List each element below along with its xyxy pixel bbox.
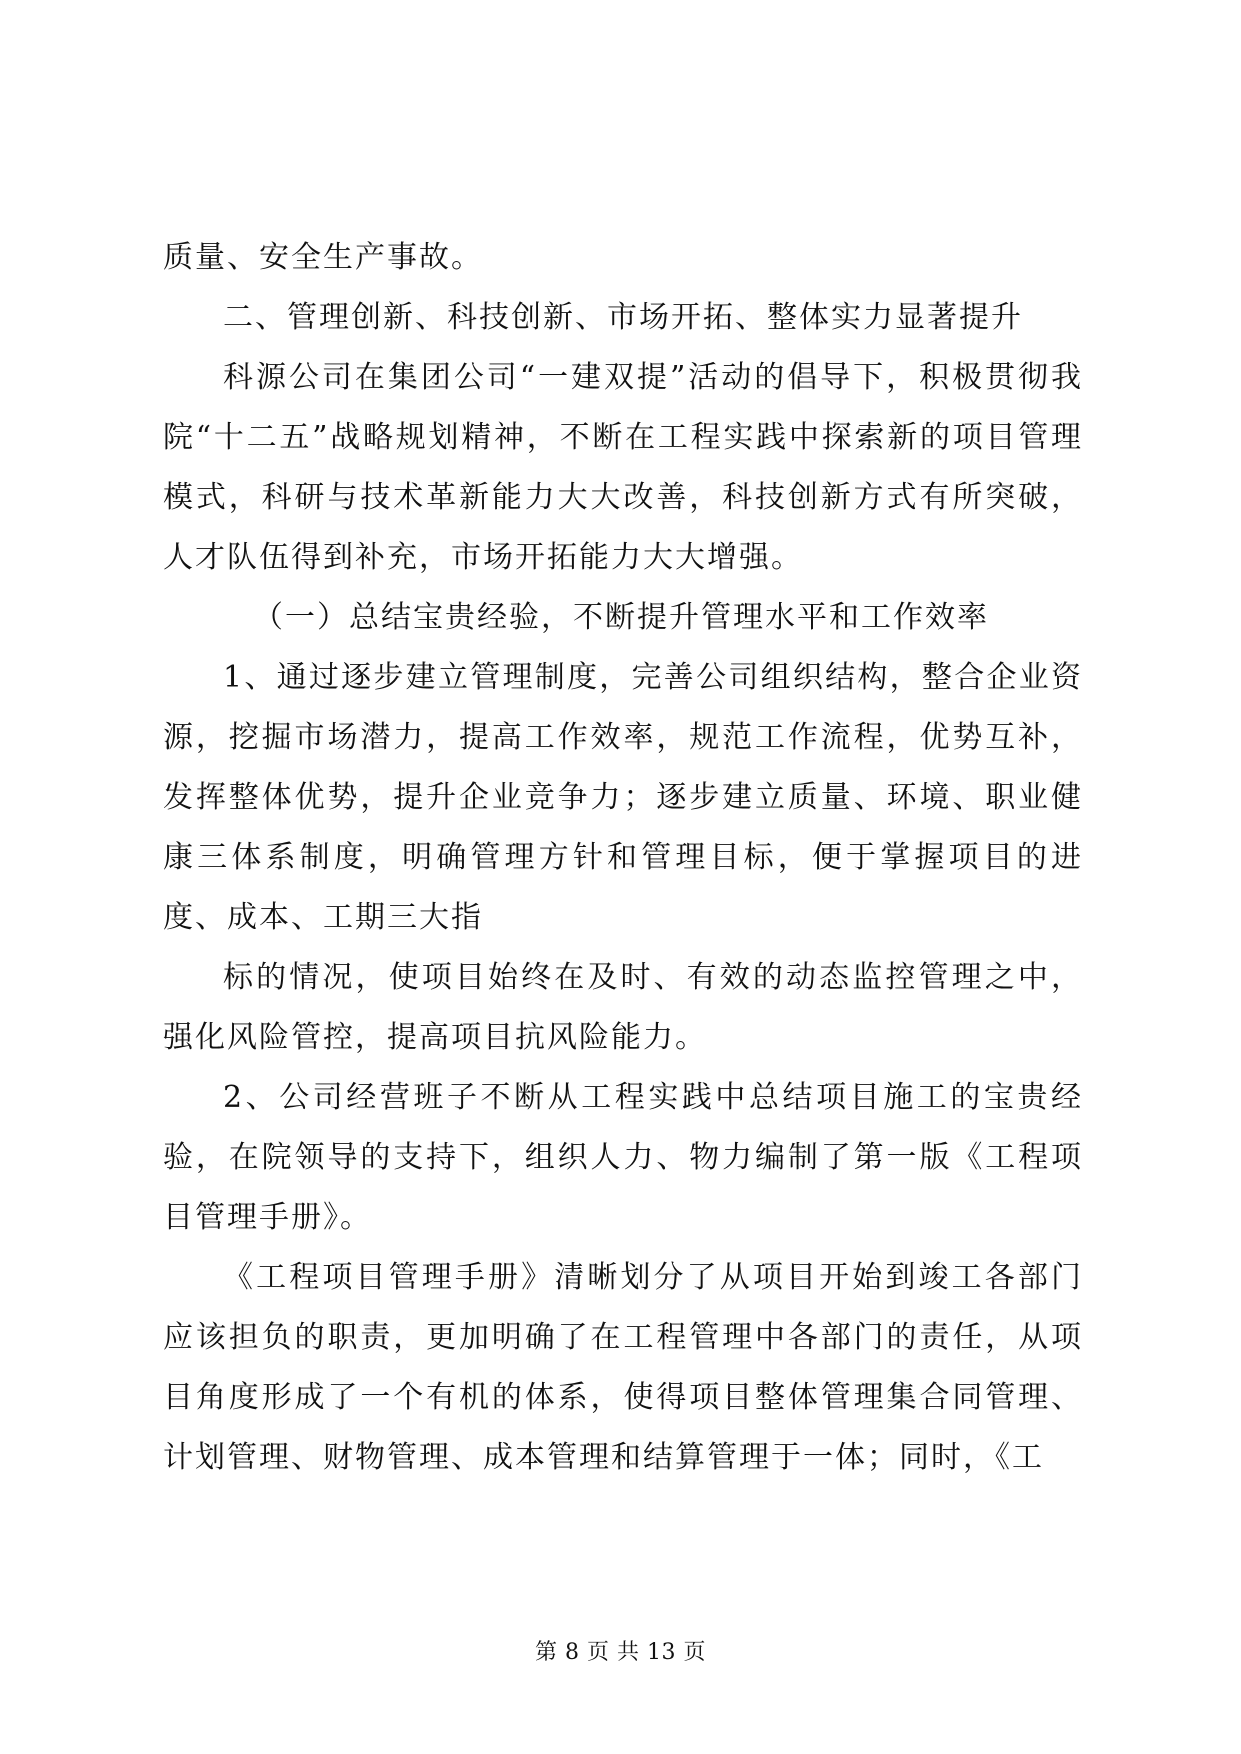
page-number-footer: 第 8 页 共 13 页 (535, 1640, 706, 1665)
paragraph-item-1: 1、通过逐步建立管理制度，完善公司组织结构，整合企业资源，挖掘市场潜力，提高工作效率，规范工作流程，优势互补，发挥整体优势，提升企业竞争力；逐步建立质量、环境、职业健康三体系制度，明确管理方针和管理目标，便于掌握项目的进度、成本、工期三大指 (163, 660, 1083, 935)
subsection-heading-one: （一）总结宝贵经验，不断提升管理水平和工作效率 (253, 600, 989, 635)
paragraph-item-1-continued: 标的情况，使项目始终在及时、有效的动态监控管理之中，强化风险管控，提高项目抗风险能力。 (163, 960, 1083, 1055)
paragraph-intro: 科源公司在集团公司“一建双提”活动的倡导下，积极贯彻我院“十二五”战略规划精神，不断在工程实践中探索新的项目管理模式，科研与技术革新能力大大改善，科技创新方式有所突破，人才队伍得到补充，市场开拓能力大大增强。 (163, 360, 1083, 575)
paragraph-manual: 《工程项目管理手册》清晰划分了从项目开始到竣工各部门应该担负的职责，更加明确了在工程管理中各部门的责任，从项目角度形成了一个有机的体系，使得项目整体管理集合同管理、计划管理、财物管理、成本管理和结算管理于一体；同时，《工 (163, 1260, 1083, 1475)
document-body (163, 228, 1083, 1488)
section-heading-two: 二、管理创新、科技创新、市场开拓、整体实力显著提升 (223, 300, 1023, 335)
paragraph-continuation: 质量、安全生产事故。 (163, 240, 483, 275)
paragraph-item-2: 2、公司经营班子不断从工程实践中总结项目施工的宝贵经验，在院领导的支持下，组织人力、物力编制了第一版《工程项目管理手册》。 (163, 1080, 1083, 1235)
